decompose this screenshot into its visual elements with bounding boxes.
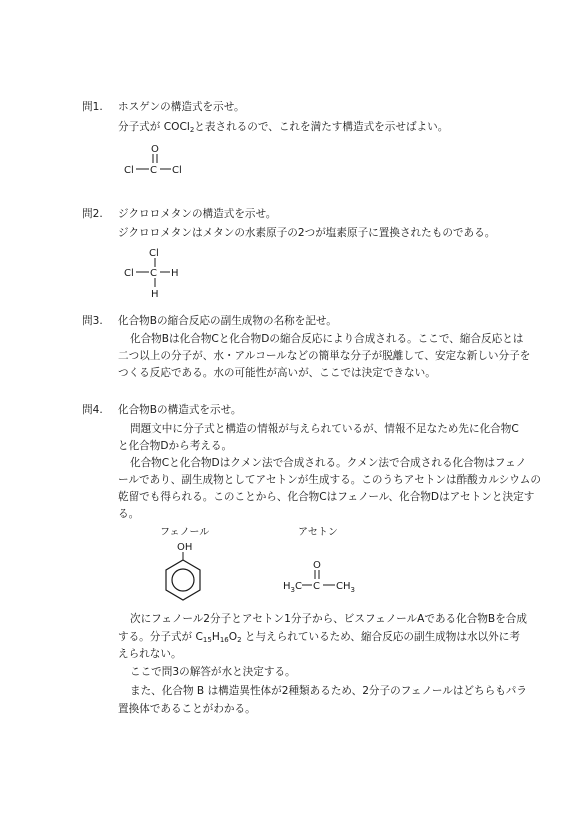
acetone-o: O [313,560,321,571]
phenol-structure [155,540,215,604]
acetone-ch3: $CH_3$ [336,581,355,594]
q4-line: 問題文中に分子式と構造の情報が与えられているが、情報不足なため先に化合物C [130,423,519,435]
acetone-c: C [313,581,320,592]
phenol-oh: OH [177,542,193,553]
q3-title: 化合物Bの縮合反応の副生成物の名称を記せ。 [118,315,337,327]
phosgene-c: C [150,165,157,176]
q4-formula-line: する。分子式が $C_{15}H_{16}O_2$ と与えられているため、縮合反応の副生成物は水以外に考 [118,631,520,644]
q4-line: ここで問3の解答が水と決定する。 [130,666,296,678]
q4-title: 化合物Bの構造式を示せ。 [118,404,242,416]
q1-title: ホスゲンの構造式を示せ。 [118,101,245,113]
acetone-structure [280,557,370,599]
q4-line: る。 [118,508,140,520]
q1-number: 問1. [82,101,103,113]
dcm-h-right: H [171,268,179,279]
dcm-c: C [150,268,157,279]
phosgene-cl-right: Cl [172,165,182,176]
phosgene-structure [120,140,190,182]
q4-number: 問4. [82,404,103,416]
dichloromethane-structure [120,245,190,301]
q3-line: 二つ以上の分子が、水・アルコールなどの簡単な分子が脱離して、安定な新しい分子を [118,350,531,362]
q2-body: ジクロロメタンはメタンの水素原子の2つが塩素原子に置換されたものである。 [118,227,496,239]
q3-line: つくる反応である。水の可能性が高いが、ここでは決定できない。 [118,367,436,379]
q2-number: 問2. [82,208,103,220]
q4-line: ールであり、副生成物としてアセトンが生成する。このうちアセトンは酢酸カルシウムの [118,474,541,486]
q3-number: 問3. [82,315,103,327]
acetone-label: アセトン [298,527,338,538]
q4-line: 次にフェノール2分子とアセトン1分子から、ビスフェノールAである化合物Bを合成 [130,613,527,625]
q4-line: 化合物Cと化合物Dはクメン法で合成される。クメン法で合成される化合物はフェノ [130,457,527,469]
phosgene-o: O [151,144,159,155]
q4-line: また、化合物 B は構造異性体が2種類あるため、2分子のフェノールはどちらもパラ [130,685,527,697]
q4-line: と化合物Dから考える。 [118,440,233,452]
acetone-h3c: $H_3C$ [283,581,302,594]
phenol-label: フェノール [160,527,210,538]
dcm-cl-top: Cl [149,248,159,259]
q1-body: 分子式が COCl$_2$と表されるので、これを満たす構造式を示せばよい。 [118,121,449,134]
q4-line: 乾留でも得られる。このことから、化合物Cはフェノール、化合物Dはアセトンと決定す [118,491,535,503]
dcm-cl-left: Cl [124,268,134,279]
q4-line: 置換体であることがわかる。 [118,703,256,715]
q2-title: ジクロロメタンの構造式を示せ。 [118,208,277,220]
q3-line: 化合物Bは化合物Cと化合物Dの縮合反応により合成される。ここで、縮合反応とは [130,333,524,345]
phosgene-cl-left: Cl [124,165,134,176]
dcm-h-bottom: H [151,289,159,300]
q4-line: えられない。 [118,648,182,660]
